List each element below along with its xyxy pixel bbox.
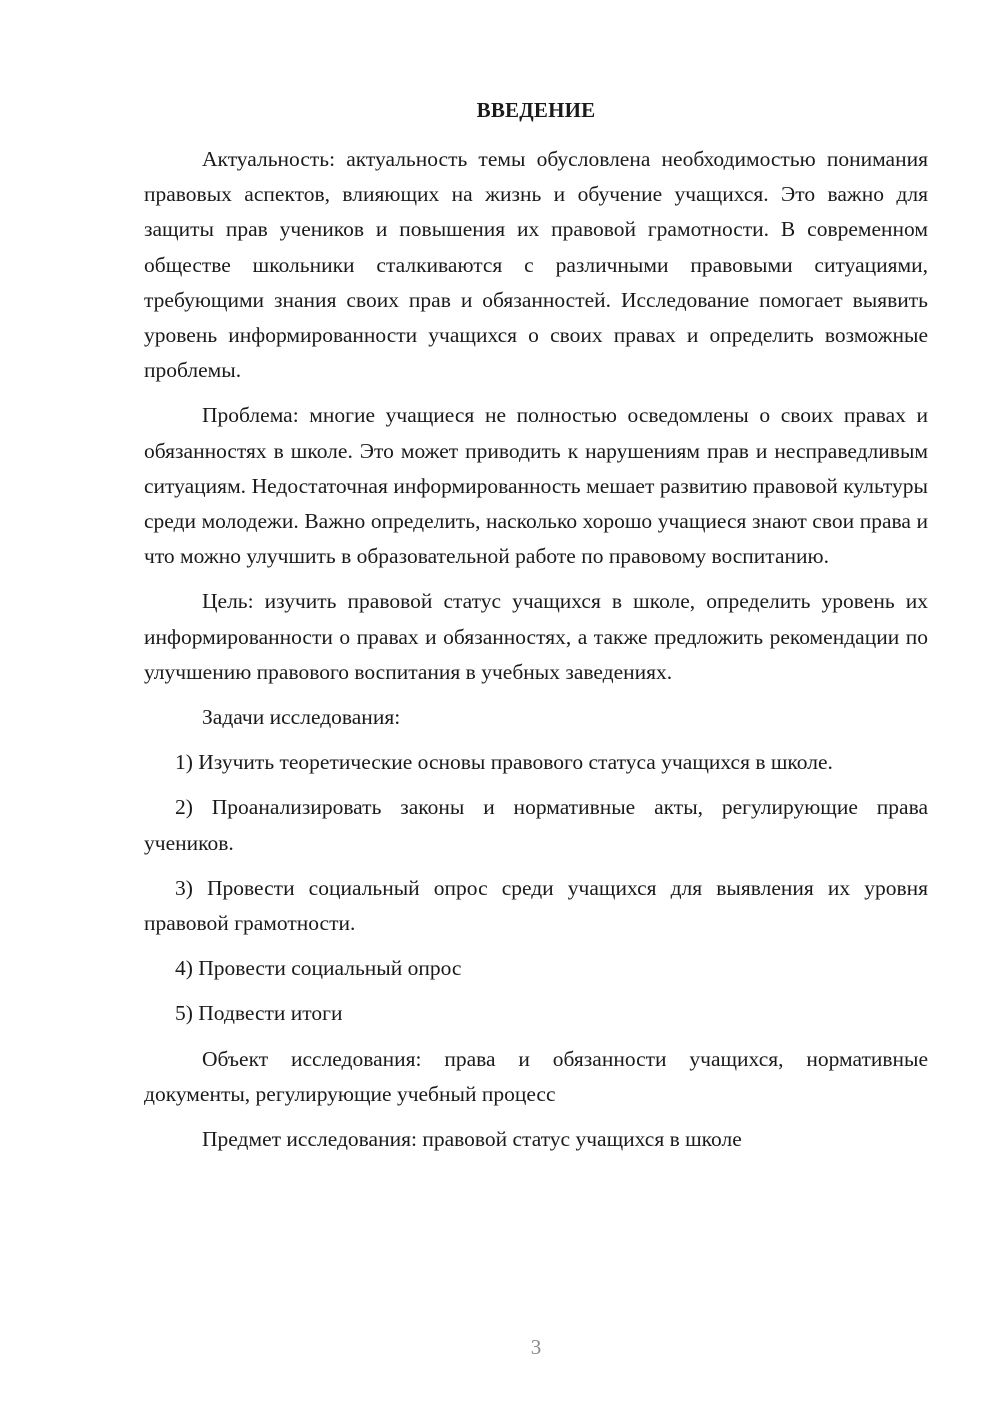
section-heading: ВВЕДЕНИЕ <box>476 98 596 122</box>
document-body <box>144 142 928 1167</box>
task-item-2: 2) Проанализировать законы и нормативные акты, регулирующие права учеников. <box>144 795 928 855</box>
paragraph-tasks-intro: Задачи исследования: <box>202 705 401 730</box>
task-item-1: 1) Изучить теоретические основы правового статуса учащихся в школе. <box>175 750 833 775</box>
paragraph-relevance: Актуальность: актуальность темы обусловлена необходимостью понимания правовых аспектов, влияющих на жизнь и обучение учащихся. Это важно для защиты прав учеников и повышения их правовой грамотности. В современном обществе школьники сталкиваются с различными правовыми ситуациями, требующими знания своих прав и обязанностей. Исследование помогает выявить уровень информированности учащихся о своих правах и определить возможные проблемы. <box>144 147 928 383</box>
task-item-3: 3) Провести социальный опрос среди учащихся для выявления их уровня правовой грамотности. <box>144 875 928 936</box>
paragraph-subject: Предмет исследования: правовой статус учащихся в школе <box>202 1127 742 1152</box>
paragraph-object: Объект исследования: права и обязанности учащихся, нормативные документы, регулирующие учебный процесс <box>144 1046 928 1106</box>
paragraph-problem: Проблема: многие учащиеся не полностью осведомлены о своих правах и обязанностях в школе. Это может приводить к нарушениям прав и несправедливым ситуациям. Недостаточная информированность мешает развитию правовой культуры среди молодежи. Важно определить, насколько хорошо учащиеся знают свои права и что можно улучшить в образовательной работе по правовому воспитанию. <box>144 403 928 569</box>
task-item-4: 4) Провести социальный опрос <box>175 956 462 981</box>
paragraph-goal: Цель: изучить правовой статус учащихся в школе, определить уровень их информированности о правах и обязанностях, а также предложить рекомендации по улучшению правового воспитания в учебных заведениях. <box>144 589 928 684</box>
page-number: 3 <box>530 1335 542 1359</box>
task-item-5: 5) Подвести итоги <box>175 1001 343 1026</box>
